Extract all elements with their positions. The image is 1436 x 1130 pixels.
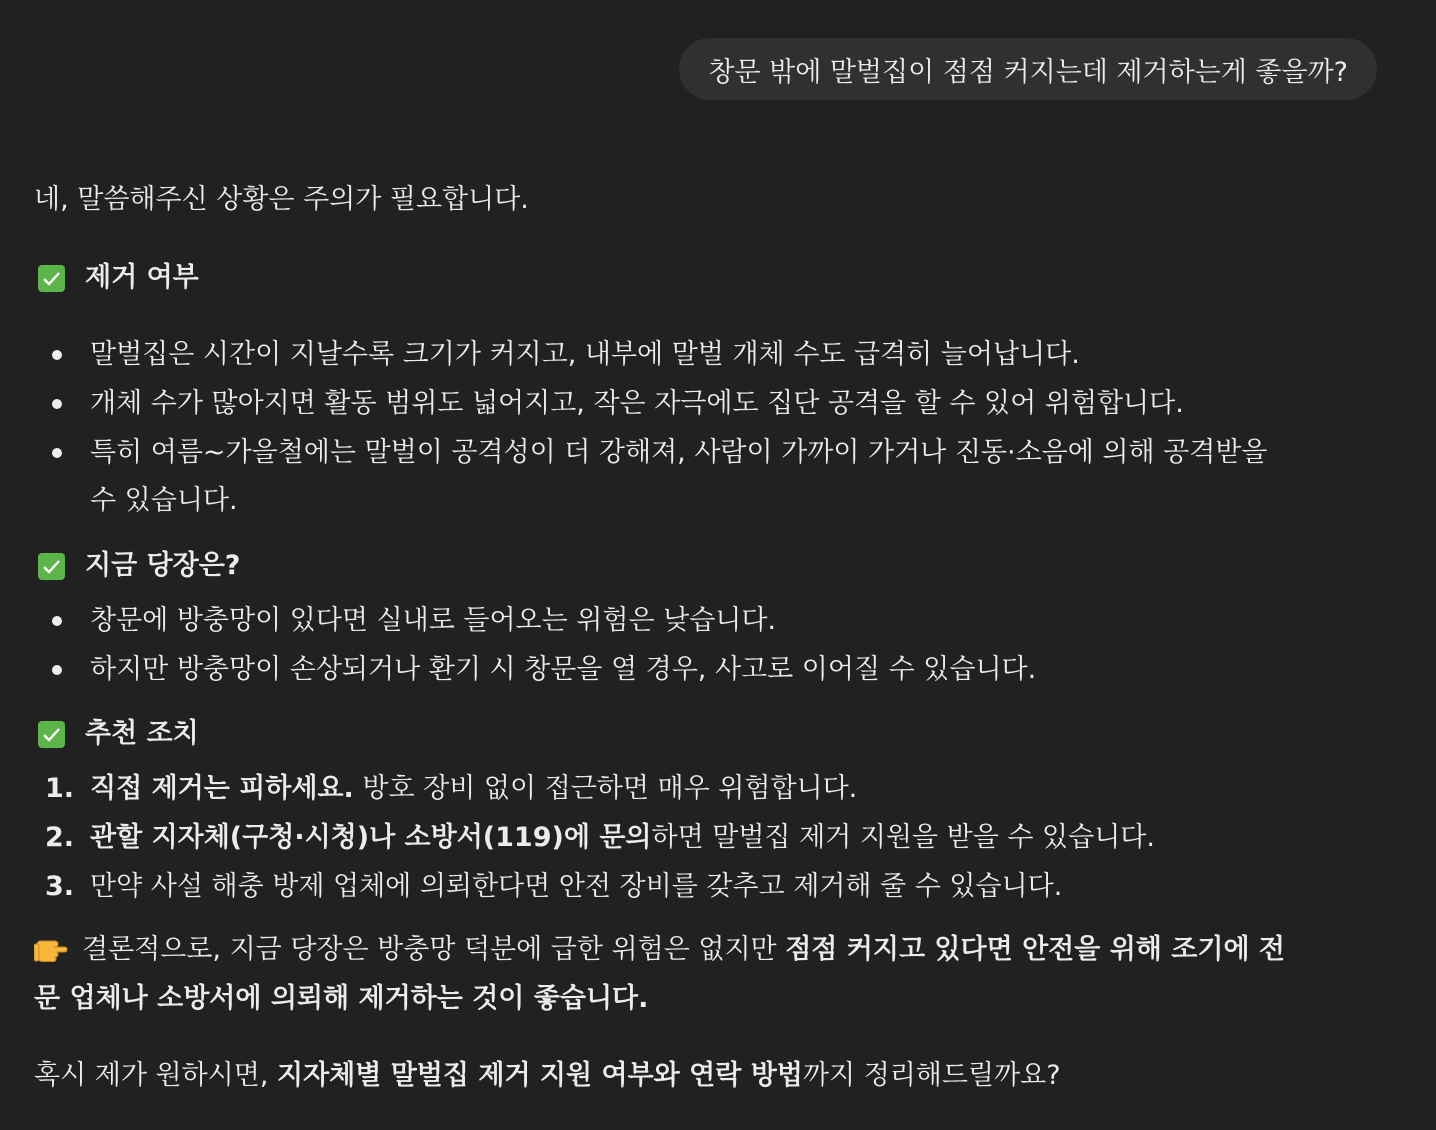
user-message-bubble bbox=[679, 38, 1377, 100]
conclusion-bold-1: 점점 커지고 있다면 안전을 위해 조기에 전 bbox=[785, 934, 1286, 965]
bullet-icon bbox=[52, 350, 62, 360]
numbered-item-rest: 방호 장비 없이 접근하면 매우 위험합니다. bbox=[353, 773, 858, 804]
numbered-item bbox=[90, 814, 1155, 862]
list-item: 말벌집은 시간이 지날수록 크기가 커지고, 내부에 말벌 개체 수도 급격히 늘어납니다. bbox=[90, 339, 1080, 370]
numbered-item-bold: 직접 제거는 피하세요. bbox=[90, 773, 354, 804]
numbered-item bbox=[90, 765, 857, 813]
closing-bold: 지자체별 말벌집 제거 지원 여부와 연락 방법 bbox=[277, 1060, 803, 1091]
check-mark-icon bbox=[38, 265, 65, 292]
conclusion-line-2 bbox=[34, 975, 648, 1023]
list-item: 창문에 방충망이 있다면 실내로 들어오는 위험은 낮습니다. bbox=[90, 605, 777, 636]
bullet-icon bbox=[52, 448, 62, 458]
user-message-text: 창문 밖에 말벌집이 점점 커지는데 제거하는게 좋을까? bbox=[708, 56, 1348, 88]
check-mark-icon bbox=[38, 721, 65, 748]
check-mark-icon bbox=[38, 553, 65, 580]
list-item: 개체 수가 많아지면 활동 범위도 넓어지고, 작은 자극에도 집단 공격을 할 수 있어 위험합니다. bbox=[90, 388, 1184, 419]
bullet-icon bbox=[52, 665, 62, 675]
numbered-item-bold: 관할 지자체(구청·시청)나 소방서(119)에 문의 bbox=[90, 822, 652, 853]
numbered-item bbox=[90, 863, 1062, 911]
pointing-hand-icon bbox=[34, 933, 68, 963]
list-number: 2. bbox=[45, 822, 75, 853]
conclusion-bold-2: 문 업체나 소방서에 의뢰해 제거하는 것이 좋습니다. bbox=[34, 983, 649, 1014]
numbered-item-rest: 하면 말벌집 제거 지원을 받을 수 있습니다. bbox=[651, 822, 1155, 853]
list-item: 특히 여름~가을철에는 말벌이 공격성이 더 강해져, 사람이 가까이 가거나 진동·소음에 의해 공격받을 bbox=[90, 437, 1268, 468]
conclusion-plain: 결론적으로, 지금 당장은 방충망 덕분에 급한 위험은 없지만 bbox=[82, 934, 786, 965]
closing-plain-2: 까지 정리해드릴까요? bbox=[802, 1060, 1061, 1091]
section-heading-label: 추천 조치 bbox=[85, 718, 199, 749]
numbered-item-rest: 만약 사설 해충 방제 업체에 의뢰한다면 안전 장비를 갖추고 제거해 줄 수 있습니다. bbox=[90, 871, 1063, 902]
closing-plain-1: 혹시 제가 원하시면, bbox=[34, 1060, 277, 1091]
list-item: 하지만 방충망이 손상되거나 환기 시 창문을 열 경우, 사고로 이어질 수 있습니다. bbox=[90, 654, 1037, 685]
closing-question bbox=[34, 1052, 1061, 1100]
bullet-icon bbox=[52, 616, 62, 626]
section-heading-recommended-actions bbox=[34, 710, 199, 758]
bullet-icon bbox=[52, 399, 62, 409]
intro-text: 네, 말씀해주신 상황은 주의가 필요합니다. bbox=[34, 184, 529, 215]
list-number: 1. bbox=[45, 773, 75, 804]
list-number: 3. bbox=[45, 871, 75, 902]
section-heading-removal bbox=[34, 254, 199, 302]
section-heading-label: 제거 여부 bbox=[85, 262, 199, 293]
section-heading-label: 지금 당장은? bbox=[85, 550, 241, 581]
conclusion-line-1 bbox=[34, 926, 1285, 974]
section-heading-right-now bbox=[34, 542, 240, 590]
list-item-continuation: 수 있습니다. bbox=[90, 485, 238, 516]
